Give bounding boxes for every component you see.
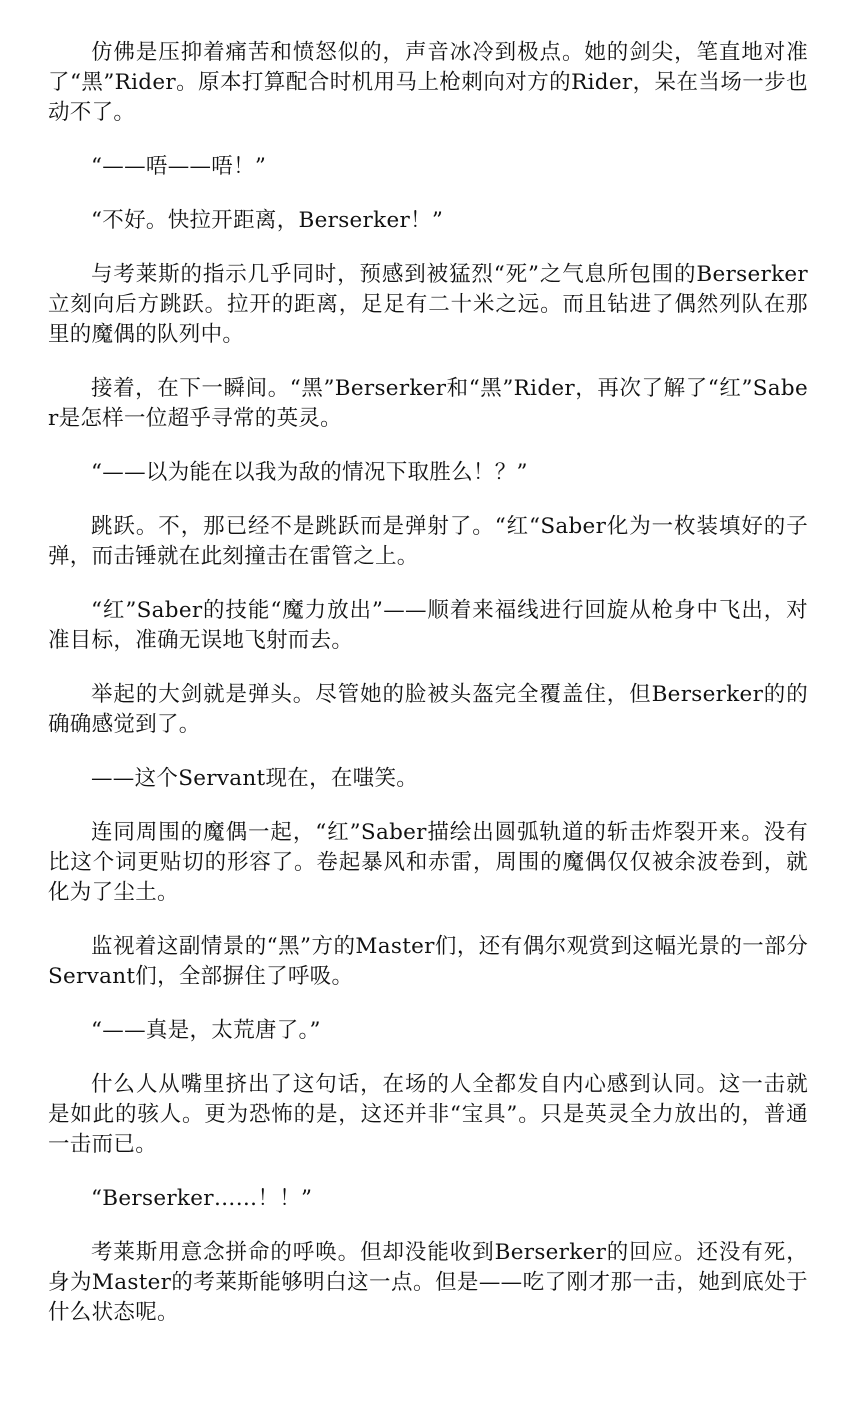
paragraph: 跳跃。不，那已经不是跳跃而是弹射了。“红“Saber化为一枚装填好的子弹，而击锤就在此刻撞击在雷管之上。 xyxy=(48,514,808,569)
paragraph: 仿佛是压抑着痛苦和愤怒似的，声音冰冷到极点。她的剑尖，笔直地对准了“黑”Rider。原本打算配合时机用马上枪刺向对方的Rider，呆在当场一步也动不了。 xyxy=(48,40,808,125)
paragraph: 连同周围的魔偶一起，“红”Saber描绘出圆弧轨道的斩击炸裂开来。没有比这个词更贴切的形容了。卷起暴风和赤雷，周围的魔偶仅仅被余波卷到，就化为了尘土。 xyxy=(48,820,808,905)
paragraph: “——真是，太荒唐了。” xyxy=(91,1018,321,1043)
paragraph: 什么人从嘴里挤出了这句话，在场的人全都发自内心感到认同。这一击就是如此的骇人。更为恐怖的是，这还并非“宝具”。只是英灵全力放出的，普通一击而已。 xyxy=(48,1072,808,1157)
paragraph: ——这个Servant现在，在嗤笑。 xyxy=(91,766,419,791)
paragraph: 举起的大剑就是弹头。尽管她的脸被头盔完全覆盖住，但Berserker的的确确感觉到了。 xyxy=(48,682,808,737)
paragraph: “——以为能在以我为敌的情况下取胜么！？” xyxy=(91,460,528,485)
paragraph: “——唔——唔！” xyxy=(91,154,267,179)
paragraph: “Berserker……！！” xyxy=(91,1186,313,1211)
paragraph: “红”Saber的技能“魔力放出”——顺着来福线进行回旋从枪身中飞出，对准目标，准确无误地飞射而去。 xyxy=(48,598,808,653)
paragraph: “不好。快拉开距离，Berserker！” xyxy=(91,208,444,233)
paragraph: 与考莱斯的指示几乎同时，预感到被猛烈“死”之气息所包围的Berserker立刻向后方跳跃。拉开的距离，足足有二十米之远。而且钻进了偶然列队在那里的魔偶的队列中。 xyxy=(48,262,808,347)
document-page xyxy=(48,38,808,1352)
paragraph: 接着，在下一瞬间。“黑”Berserker和“黑”Rider，再次了解了“红”Saber是怎样一位超乎寻常的英灵。 xyxy=(48,376,808,431)
paragraph: 考莱斯用意念拼命的呼唤。但却没能收到Berserker的回应。还没有死，身为Master的考莱斯能够明白这一点。但是——吃了刚才那一击，她到底处于什么状态呢。 xyxy=(48,1240,808,1325)
paragraph: 监视着这副情景的“黑”方的Master们，还有偶尔观赏到这幅光景的一部分Servant们，全部摒住了呼吸。 xyxy=(48,934,808,989)
